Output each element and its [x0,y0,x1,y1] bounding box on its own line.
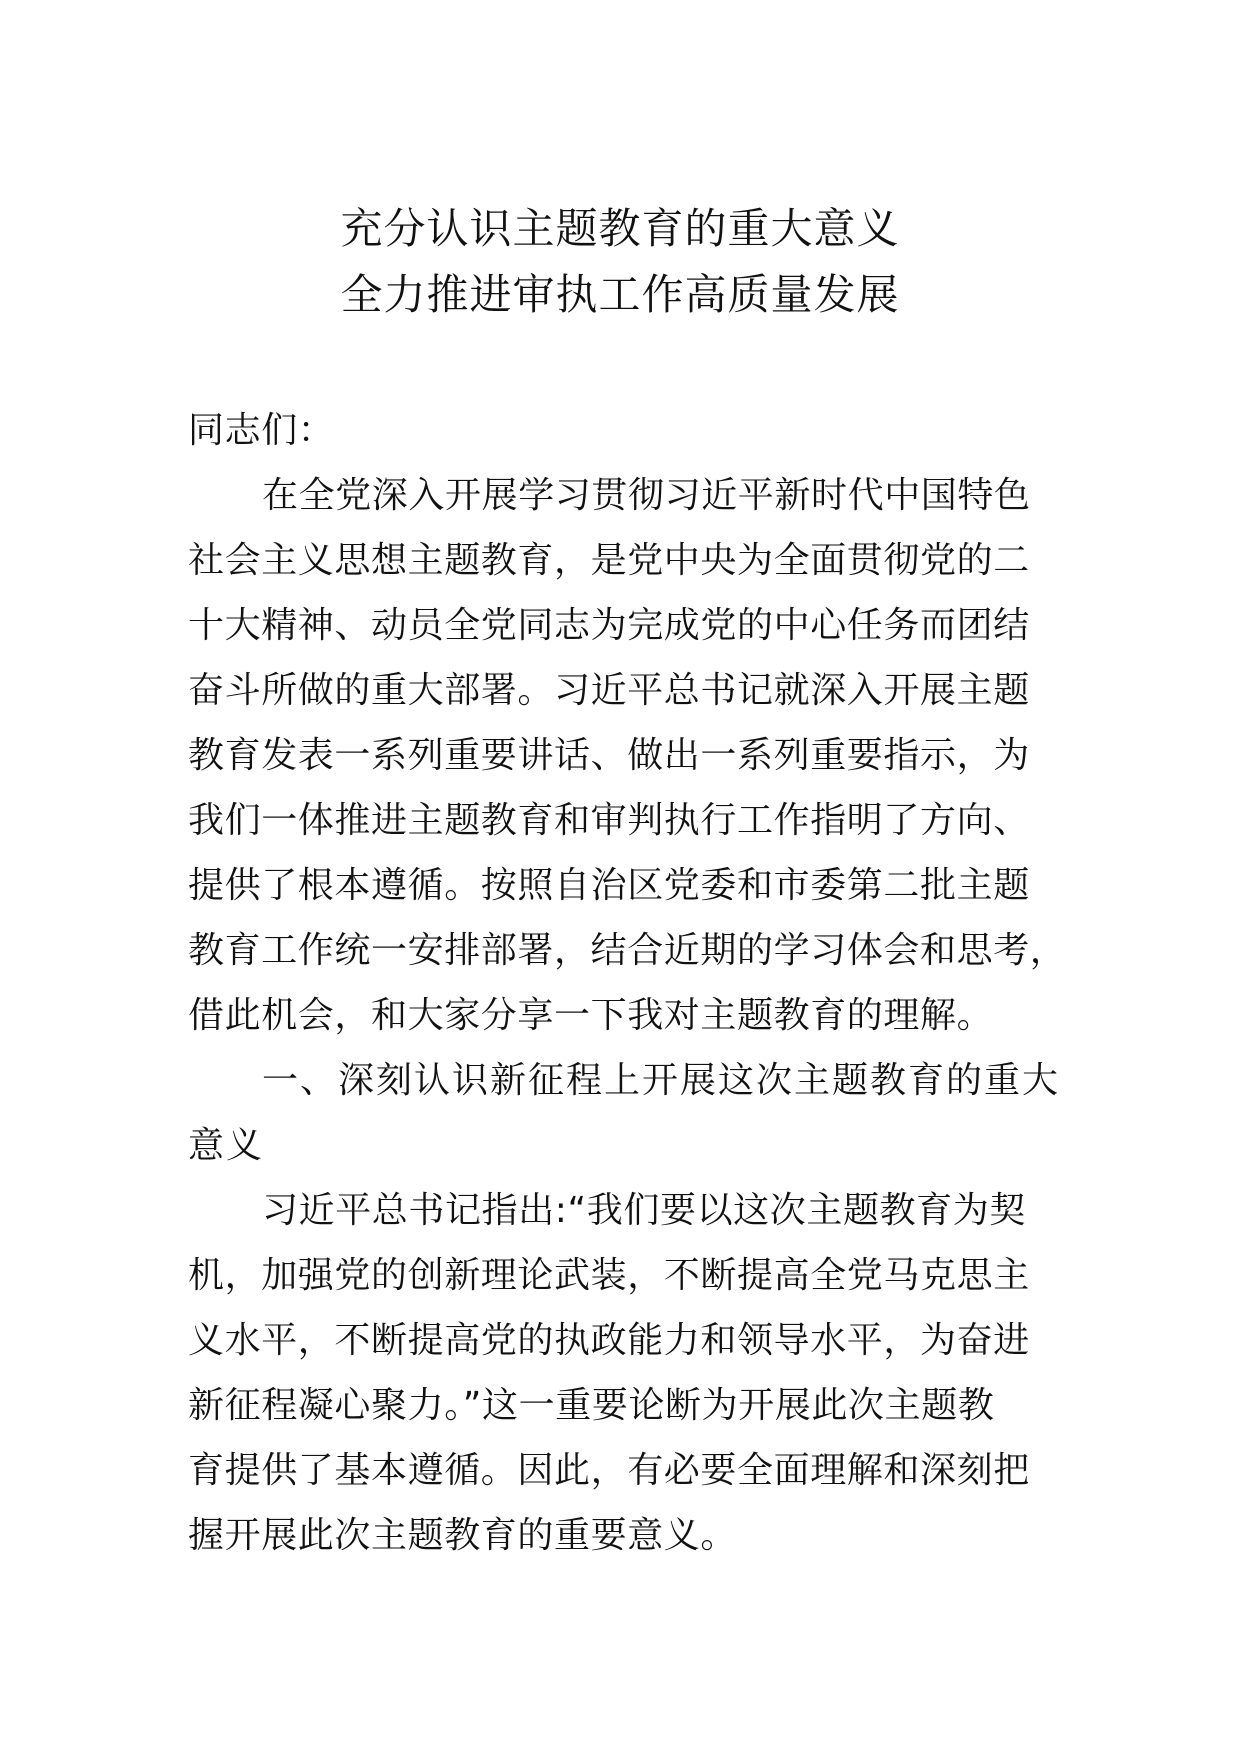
document-body [188,398,1067,1568]
paragraph-line: 教育发表一系列重要讲话、做出一系列重要指示，为 [188,735,1030,776]
paragraph-line: 机，加强党的创新理论武装，不断提高全党马克思主 [188,1255,1030,1296]
paragraph-line: 义水平，不断提高党的执政能力和领导水平，为奋进 [188,1320,1030,1361]
paragraph-line: 我们一体推进主题教育和审判执行工作指明了方向、 [188,800,1030,841]
title-line-1: 充分认识主题教育的重大意义 [340,204,900,253]
paragraph-line: 社会主义思想主题教育，是党中央为全面贯彻党的二 [188,540,1030,581]
paragraph-line: 提供了根本遵循。按照自治区党委和市委第二批主题 [188,865,1030,906]
paragraph-line: 十大精神、动员全党同志为完成党的中心任务而团结 [188,605,1030,646]
paragraph-line: 习近平总书记指出:“我们要以这次主题教育为契 [262,1190,1026,1231]
heading-line: 一、深刻认识新征程上开展这次主题教育的重大 [262,1060,1061,1101]
paragraph-intro [188,463,1067,1048]
paragraph-line: 在全党深入开展学习贯彻习近平新时代中国特色 [262,475,1031,516]
paragraph-line: 奋斗所做的重大部署。习近平总书记就深入开展主题 [188,670,1030,711]
paragraph-line: 新征程凝心聚力。”这一重要论断为开展此次主题教 [188,1385,995,1426]
section-heading-1 [188,1048,1064,1178]
paragraph-quote [188,1178,1064,1568]
document-title [0,196,1240,328]
heading-line: 意义 [188,1125,265,1166]
paragraph-line: 借此机会，和大家分享一下我对主题教育的理解。 [188,995,994,1036]
paragraph-line: 握开展此次主题教育的重要意义。 [188,1515,738,1556]
paragraph-line: 育提供了基本遵循。因此，有必要全面理解和深刻把 [188,1450,1030,1491]
paragraph-line: 教育工作统一安排部署，结合近期的学习体会和思考， [188,930,1067,971]
title-line-2: 全力推进审执工作高质量发展 [340,270,900,319]
salutation: 同志们： [188,410,335,451]
